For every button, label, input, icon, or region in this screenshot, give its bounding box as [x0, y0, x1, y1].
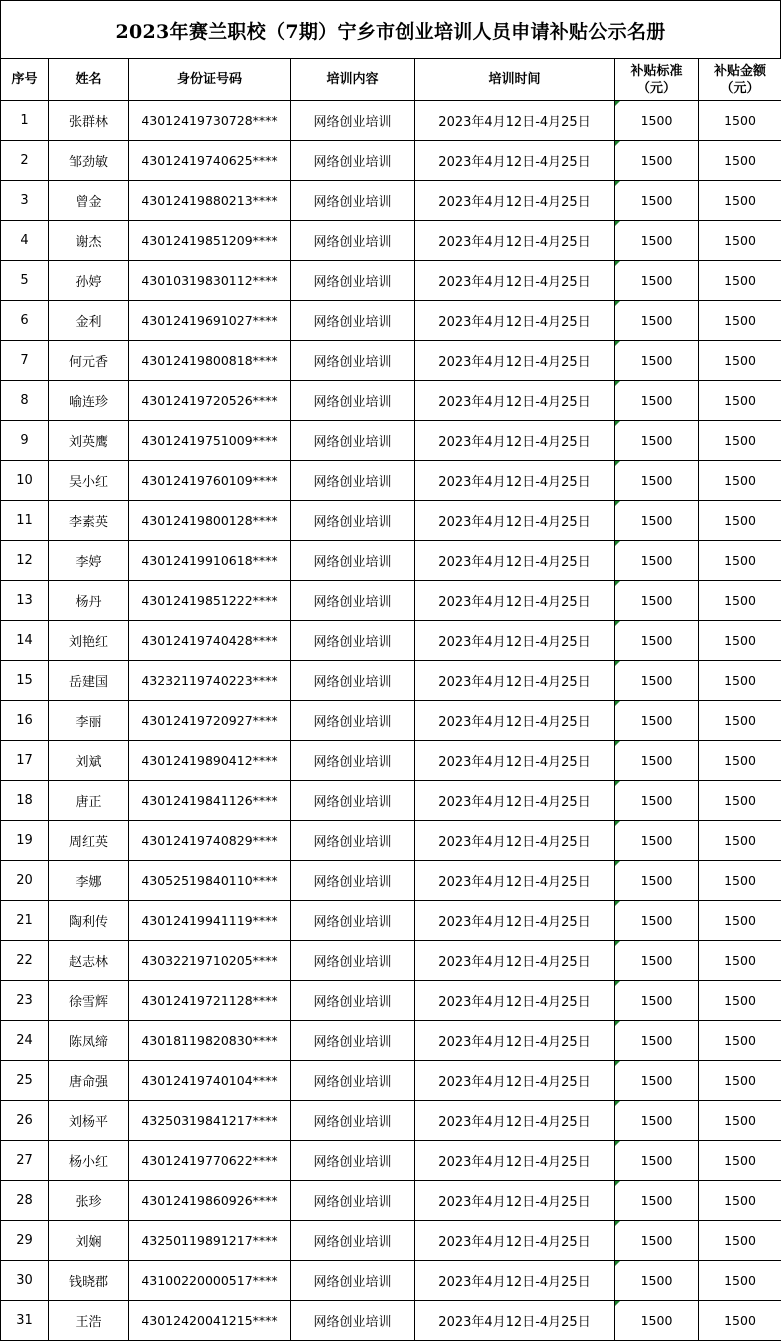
cell-subsidy-amount[interactable]: 1500 [699, 1141, 781, 1181]
cell-subsidy-standard[interactable]: 1500 [615, 1221, 699, 1261]
cell-seq[interactable]: 15 [1, 661, 49, 701]
cell-id-number[interactable]: 43012419691027**** [129, 301, 291, 341]
cell-training-time[interactable]: 2023年4月12日-4月25日 [415, 821, 615, 861]
cell-name[interactable]: 刘英鹰 [49, 421, 129, 461]
cell-id-number[interactable]: 43012419720526**** [129, 381, 291, 421]
cell-name[interactable]: 唐正 [49, 781, 129, 821]
cell-seq[interactable]: 31 [1, 1301, 49, 1341]
cell-subsidy-amount[interactable]: 1500 [699, 421, 781, 461]
cell-name[interactable]: 邹劲敏 [49, 141, 129, 181]
table-row [1, 341, 781, 381]
cell-subsidy-standard[interactable]: 1500 [615, 1021, 699, 1061]
cell-training-time[interactable]: 2023年4月12日-4月25日 [415, 541, 615, 581]
cell-training-time[interactable]: 2023年4月12日-4月25日 [415, 781, 615, 821]
cell-name[interactable]: 刘杨平 [49, 1101, 129, 1141]
cell-training-content[interactable]: 网络创业培训 [291, 661, 415, 701]
cell-name[interactable]: 刘艳红 [49, 621, 129, 661]
cell-name[interactable]: 杨小红 [49, 1141, 129, 1181]
table-row [1, 101, 781, 141]
cell-name[interactable]: 金利 [49, 301, 129, 341]
cell-subsidy-amount[interactable]: 1500 [699, 861, 781, 901]
cell-subsidy-amount[interactable]: 1500 [699, 941, 781, 981]
table-row [1, 861, 781, 901]
cell-subsidy-amount[interactable]: 1500 [699, 261, 781, 301]
cell-subsidy-amount[interactable]: 1500 [699, 461, 781, 501]
cell-training-time[interactable]: 2023年4月12日-4月25日 [415, 501, 615, 541]
cell-subsidy-amount[interactable]: 1500 [699, 781, 781, 821]
cell-training-time[interactable]: 2023年4月12日-4月25日 [415, 1021, 615, 1061]
cell-id-number[interactable]: 43012419760109**** [129, 461, 291, 501]
cell-name[interactable]: 岳建国 [49, 661, 129, 701]
cell-training-time[interactable]: 2023年4月12日-4月25日 [415, 581, 615, 621]
header-row [1, 59, 781, 101]
cell-training-content[interactable]: 网络创业培训 [291, 1021, 415, 1061]
cell-training-time[interactable]: 2023年4月12日-4月25日 [415, 221, 615, 261]
table-row [1, 581, 781, 621]
cell-subsidy-amount[interactable]: 1500 [699, 181, 781, 221]
cell-subsidy-standard[interactable]: 1500 [615, 501, 699, 541]
cell-subsidy-standard[interactable]: 1500 [615, 141, 699, 181]
cell-subsidy-amount[interactable]: 1500 [699, 981, 781, 1021]
cell-subsidy-amount[interactable]: 1500 [699, 301, 781, 341]
cell-subsidy-amount[interactable]: 1500 [699, 141, 781, 181]
cell-subsidy-standard[interactable]: 1500 [615, 541, 699, 581]
table-row [1, 1301, 781, 1341]
cell-training-time[interactable]: 2023年4月12日-4月25日 [415, 1061, 615, 1101]
cell-id-number[interactable]: 43012419770622**** [129, 1141, 291, 1181]
cell-training-time[interactable]: 2023年4月12日-4月25日 [415, 621, 615, 661]
cell-name[interactable]: 陈凤缔 [49, 1021, 129, 1061]
cell-subsidy-amount[interactable]: 1500 [699, 1101, 781, 1141]
cell-name[interactable]: 谢杰 [49, 221, 129, 261]
table-row [1, 901, 781, 941]
cell-training-time[interactable]: 2023年4月12日-4月25日 [415, 421, 615, 461]
cell-training-content[interactable]: 网络创业培训 [291, 101, 415, 141]
cell-subsidy-amount[interactable]: 1500 [699, 821, 781, 861]
cell-training-content[interactable]: 网络创业培训 [291, 301, 415, 341]
cell-seq[interactable]: 14 [1, 621, 49, 661]
cell-subsidy-amount[interactable]: 1500 [699, 381, 781, 421]
cell-subsidy-amount[interactable]: 1500 [699, 1301, 781, 1341]
cell-training-content[interactable]: 网络创业培训 [291, 781, 415, 821]
cell-subsidy-standard[interactable]: 1500 [615, 101, 699, 141]
cell-name[interactable]: 李娜 [49, 861, 129, 901]
cell-id-number[interactable]: 43012419800128**** [129, 501, 291, 541]
cell-name[interactable]: 何元香 [49, 341, 129, 381]
cell-seq[interactable]: 26 [1, 1101, 49, 1141]
cell-id-number[interactable]: 43012419841126**** [129, 781, 291, 821]
cell-seq[interactable]: 27 [1, 1141, 49, 1181]
cell-training-content[interactable]: 网络创业培训 [291, 461, 415, 501]
cell-training-content[interactable]: 网络创业培训 [291, 341, 415, 381]
cell-name[interactable]: 张群林 [49, 101, 129, 141]
cell-seq[interactable]: 9 [1, 421, 49, 461]
cell-seq[interactable]: 11 [1, 501, 49, 541]
cell-seq[interactable]: 20 [1, 861, 49, 901]
cell-subsidy-standard[interactable]: 1500 [615, 1261, 699, 1301]
cell-subsidy-standard[interactable]: 1500 [615, 621, 699, 661]
cell-subsidy-amount[interactable]: 1500 [699, 661, 781, 701]
cell-name[interactable]: 周红英 [49, 821, 129, 861]
table-row [1, 1141, 781, 1181]
cell-training-time[interactable]: 2023年4月12日-4月25日 [415, 1181, 615, 1221]
cell-subsidy-standard[interactable]: 1500 [615, 901, 699, 941]
table-row [1, 981, 781, 1021]
cell-seq[interactable]: 7 [1, 341, 49, 381]
header-id: 身份证号码 [129, 59, 291, 101]
cell-subsidy-standard[interactable]: 1500 [615, 261, 699, 301]
cell-training-content[interactable]: 网络创业培训 [291, 541, 415, 581]
cell-name[interactable]: 赵志林 [49, 941, 129, 981]
cell-subsidy-standard[interactable]: 1500 [615, 701, 699, 741]
cell-seq[interactable]: 10 [1, 461, 49, 501]
cell-seq[interactable]: 29 [1, 1221, 49, 1261]
cell-id-number[interactable]: 43012419860926**** [129, 1181, 291, 1221]
cell-name[interactable]: 李素英 [49, 501, 129, 541]
table-row [1, 781, 781, 821]
table-row [1, 301, 781, 341]
cell-subsidy-amount[interactable]: 1500 [699, 901, 781, 941]
cell-training-content[interactable]: 网络创业培训 [291, 861, 415, 901]
cell-seq[interactable]: 24 [1, 1021, 49, 1061]
cell-subsidy-standard[interactable]: 1500 [615, 1181, 699, 1221]
cell-subsidy-standard[interactable]: 1500 [615, 661, 699, 701]
cell-id-number[interactable]: 43010319830112**** [129, 261, 291, 301]
header-name: 姓名 [49, 59, 129, 101]
cell-training-time[interactable]: 2023年4月12日-4月25日 [415, 741, 615, 781]
cell-subsidy-amount[interactable]: 1500 [699, 101, 781, 141]
cell-training-content[interactable]: 网络创业培训 [291, 421, 415, 461]
cell-training-content[interactable]: 网络创业培训 [291, 581, 415, 621]
cell-subsidy-amount[interactable]: 1500 [699, 541, 781, 581]
table-row [1, 141, 781, 181]
cell-name[interactable]: 李丽 [49, 701, 129, 741]
table-row [1, 501, 781, 541]
cell-id-number[interactable]: 43018119820830**** [129, 1021, 291, 1061]
cell-subsidy-standard[interactable]: 1500 [615, 741, 699, 781]
cell-subsidy-standard[interactable]: 1500 [615, 381, 699, 421]
cell-training-time[interactable]: 2023年4月12日-4月25日 [415, 701, 615, 741]
cell-training-content[interactable]: 网络创业培训 [291, 1301, 415, 1341]
cell-name[interactable]: 徐雪辉 [49, 981, 129, 1021]
table-row [1, 821, 781, 861]
cell-name[interactable]: 杨丹 [49, 581, 129, 621]
page-title: 2023年赛兰职校（7期）宁乡市创业培训人员申请补贴公示名册 [0, 0, 781, 58]
cell-name[interactable]: 孙婷 [49, 261, 129, 301]
cell-training-content[interactable]: 网络创业培训 [291, 1101, 415, 1141]
table-row [1, 1021, 781, 1061]
cell-name[interactable]: 喻连珍 [49, 381, 129, 421]
cell-training-content[interactable]: 网络创业培训 [291, 1221, 415, 1261]
cell-name[interactable]: 曾金 [49, 181, 129, 221]
cell-subsidy-amount[interactable]: 1500 [699, 1261, 781, 1301]
cell-subsidy-amount[interactable]: 1500 [699, 701, 781, 741]
cell-id-number[interactable]: 43012419851209**** [129, 221, 291, 261]
cell-subsidy-standard[interactable]: 1500 [615, 221, 699, 261]
cell-training-content[interactable]: 网络创业培训 [291, 181, 415, 221]
cell-id-number[interactable]: 43012419740104**** [129, 1061, 291, 1101]
cell-subsidy-standard[interactable]: 1500 [615, 1061, 699, 1101]
cell-id-number[interactable]: 43012419740428**** [129, 621, 291, 661]
cell-name[interactable]: 刘斌 [49, 741, 129, 781]
cell-training-content[interactable]: 网络创业培训 [291, 901, 415, 941]
table-row [1, 1101, 781, 1141]
cell-subsidy-amount[interactable]: 1500 [699, 621, 781, 661]
cell-training-time[interactable]: 2023年4月12日-4月25日 [415, 381, 615, 421]
cell-seq[interactable]: 19 [1, 821, 49, 861]
subsidy-table [0, 58, 781, 1341]
cell-seq[interactable]: 6 [1, 301, 49, 341]
cell-training-time[interactable]: 2023年4月12日-4月25日 [415, 1101, 615, 1141]
cell-seq[interactable]: 17 [1, 741, 49, 781]
cell-training-time[interactable]: 2023年4月12日-4月25日 [415, 1261, 615, 1301]
cell-subsidy-standard[interactable]: 1500 [615, 1301, 699, 1341]
cell-seq[interactable]: 30 [1, 1261, 49, 1301]
cell-id-number[interactable]: 43012419751009**** [129, 421, 291, 461]
cell-name[interactable]: 钱晓郡 [49, 1261, 129, 1301]
cell-training-content[interactable]: 网络创业培训 [291, 141, 415, 181]
cell-training-content[interactable]: 网络创业培训 [291, 381, 415, 421]
table-row [1, 461, 781, 501]
cell-subsidy-amount[interactable]: 1500 [699, 341, 781, 381]
cell-training-time[interactable]: 2023年4月12日-4月25日 [415, 261, 615, 301]
table-row [1, 1181, 781, 1221]
cell-training-time[interactable]: 2023年4月12日-4月25日 [415, 901, 615, 941]
cell-training-content[interactable]: 网络创业培训 [291, 501, 415, 541]
cell-training-time[interactable]: 2023年4月12日-4月25日 [415, 341, 615, 381]
header-content: 培训内容 [291, 59, 415, 101]
cell-subsidy-standard[interactable]: 1500 [615, 181, 699, 221]
cell-id-number[interactable]: 43012420041215**** [129, 1301, 291, 1341]
cell-training-time[interactable]: 2023年4月12日-4月25日 [415, 181, 615, 221]
table-row [1, 541, 781, 581]
cell-subsidy-amount[interactable]: 1500 [699, 581, 781, 621]
cell-subsidy-amount[interactable]: 1500 [699, 501, 781, 541]
header-standard: 补贴标准（元） [615, 59, 699, 101]
cell-id-number[interactable]: 43250319841217**** [129, 1101, 291, 1141]
table-row [1, 741, 781, 781]
cell-name[interactable]: 陶利传 [49, 901, 129, 941]
cell-training-content[interactable]: 网络创业培训 [291, 821, 415, 861]
cell-subsidy-amount[interactable]: 1500 [699, 1221, 781, 1261]
cell-subsidy-amount[interactable]: 1500 [699, 1061, 781, 1101]
cell-id-number[interactable]: 43032219710205**** [129, 941, 291, 981]
cell-training-time[interactable]: 2023年4月12日-4月25日 [415, 461, 615, 501]
cell-subsidy-standard[interactable]: 1500 [615, 821, 699, 861]
cell-subsidy-standard[interactable]: 1500 [615, 861, 699, 901]
cell-training-content[interactable]: 网络创业培训 [291, 701, 415, 741]
cell-seq[interactable]: 18 [1, 781, 49, 821]
cell-seq[interactable]: 22 [1, 941, 49, 981]
cell-seq[interactable]: 2 [1, 141, 49, 181]
table-row [1, 621, 781, 661]
cell-training-content[interactable]: 网络创业培训 [291, 1061, 415, 1101]
cell-training-time[interactable]: 2023年4月12日-4月25日 [415, 661, 615, 701]
table-row [1, 181, 781, 221]
table-row [1, 661, 781, 701]
cell-name[interactable]: 王浩 [49, 1301, 129, 1341]
cell-subsidy-standard[interactable]: 1500 [615, 1141, 699, 1181]
cell-seq[interactable]: 13 [1, 581, 49, 621]
header-amount: 补贴金额（元） [699, 59, 781, 101]
cell-subsidy-standard[interactable]: 1500 [615, 1101, 699, 1141]
cell-id-number[interactable]: 43012419851222**** [129, 581, 291, 621]
table-row [1, 1061, 781, 1101]
cell-subsidy-amount[interactable]: 1500 [699, 1181, 781, 1221]
cell-id-number[interactable]: 43012419720927**** [129, 701, 291, 741]
table-row [1, 941, 781, 981]
cell-name[interactable]: 李婷 [49, 541, 129, 581]
cell-seq[interactable]: 5 [1, 261, 49, 301]
cell-id-number[interactable]: 43232119740223**** [129, 661, 291, 701]
cell-subsidy-amount[interactable]: 1500 [699, 221, 781, 261]
cell-id-number[interactable]: 43250119891217**** [129, 1221, 291, 1261]
cell-seq[interactable]: 16 [1, 701, 49, 741]
cell-training-time[interactable]: 2023年4月12日-4月25日 [415, 101, 615, 141]
cell-training-time[interactable]: 2023年4月12日-4月25日 [415, 861, 615, 901]
cell-training-time[interactable]: 2023年4月12日-4月25日 [415, 981, 615, 1021]
cell-name[interactable]: 吴小红 [49, 461, 129, 501]
cell-seq[interactable]: 3 [1, 181, 49, 221]
cell-name[interactable]: 唐命强 [49, 1061, 129, 1101]
cell-seq[interactable]: 25 [1, 1061, 49, 1101]
cell-name[interactable]: 刘娴 [49, 1221, 129, 1261]
cell-subsidy-standard[interactable]: 1500 [615, 581, 699, 621]
cell-id-number[interactable]: 43012419740829**** [129, 821, 291, 861]
cell-id-number[interactable]: 43100220000517**** [129, 1261, 291, 1301]
cell-id-number[interactable]: 43012419890412**** [129, 741, 291, 781]
table-row [1, 1261, 781, 1301]
cell-training-time[interactable]: 2023年4月12日-4月25日 [415, 1301, 615, 1341]
cell-training-time[interactable]: 2023年4月12日-4月25日 [415, 941, 615, 981]
cell-training-content[interactable]: 网络创业培训 [291, 1261, 415, 1301]
cell-id-number[interactable]: 43012419740625**** [129, 141, 291, 181]
cell-subsidy-amount[interactable]: 1500 [699, 1021, 781, 1061]
cell-id-number[interactable]: 43012419910618**** [129, 541, 291, 581]
cell-training-content[interactable]: 网络创业培训 [291, 261, 415, 301]
cell-subsidy-standard[interactable]: 1500 [615, 341, 699, 381]
table-body [1, 101, 781, 1341]
cell-training-time[interactable]: 2023年4月12日-4月25日 [415, 1141, 615, 1181]
cell-seq[interactable]: 21 [1, 901, 49, 941]
cell-training-content[interactable]: 网络创业培训 [291, 741, 415, 781]
cell-training-content[interactable]: 网络创业培训 [291, 621, 415, 661]
header-seq: 序号 [1, 59, 49, 101]
table-row [1, 261, 781, 301]
cell-id-number[interactable]: 43052519840110**** [129, 861, 291, 901]
cell-training-content[interactable]: 网络创业培训 [291, 1181, 415, 1221]
cell-subsidy-amount[interactable]: 1500 [699, 741, 781, 781]
cell-seq[interactable]: 12 [1, 541, 49, 581]
cell-seq[interactable]: 8 [1, 381, 49, 421]
table-row [1, 421, 781, 461]
cell-subsidy-standard[interactable]: 1500 [615, 421, 699, 461]
table-row [1, 1221, 781, 1261]
cell-training-time[interactable]: 2023年4月12日-4月25日 [415, 301, 615, 341]
cell-seq[interactable]: 23 [1, 981, 49, 1021]
cell-seq[interactable]: 4 [1, 221, 49, 261]
cell-training-content[interactable]: 网络创业培训 [291, 1141, 415, 1181]
cell-name[interactable]: 张珍 [49, 1181, 129, 1221]
cell-training-content[interactable]: 网络创业培训 [291, 941, 415, 981]
cell-id-number[interactable]: 43012419941119**** [129, 901, 291, 941]
header-time: 培训时间 [415, 59, 615, 101]
cell-id-number[interactable]: 43012419800818**** [129, 341, 291, 381]
cell-subsidy-standard[interactable]: 1500 [615, 781, 699, 821]
table-row [1, 221, 781, 261]
cell-subsidy-standard[interactable]: 1500 [615, 461, 699, 501]
cell-subsidy-standard[interactable]: 1500 [615, 941, 699, 981]
cell-training-content[interactable]: 网络创业培训 [291, 981, 415, 1021]
cell-training-content[interactable]: 网络创业培训 [291, 221, 415, 261]
table-row [1, 701, 781, 741]
cell-training-time[interactable]: 2023年4月12日-4月25日 [415, 141, 615, 181]
cell-subsidy-standard[interactable]: 1500 [615, 981, 699, 1021]
cell-id-number[interactable]: 43012419730728**** [129, 101, 291, 141]
table-row [1, 381, 781, 421]
cell-id-number[interactable]: 43012419721128**** [129, 981, 291, 1021]
cell-seq[interactable]: 1 [1, 101, 49, 141]
cell-id-number[interactable]: 43012419880213**** [129, 181, 291, 221]
cell-training-time[interactable]: 2023年4月12日-4月25日 [415, 1221, 615, 1261]
cell-subsidy-standard[interactable]: 1500 [615, 301, 699, 341]
cell-seq[interactable]: 28 [1, 1181, 49, 1221]
